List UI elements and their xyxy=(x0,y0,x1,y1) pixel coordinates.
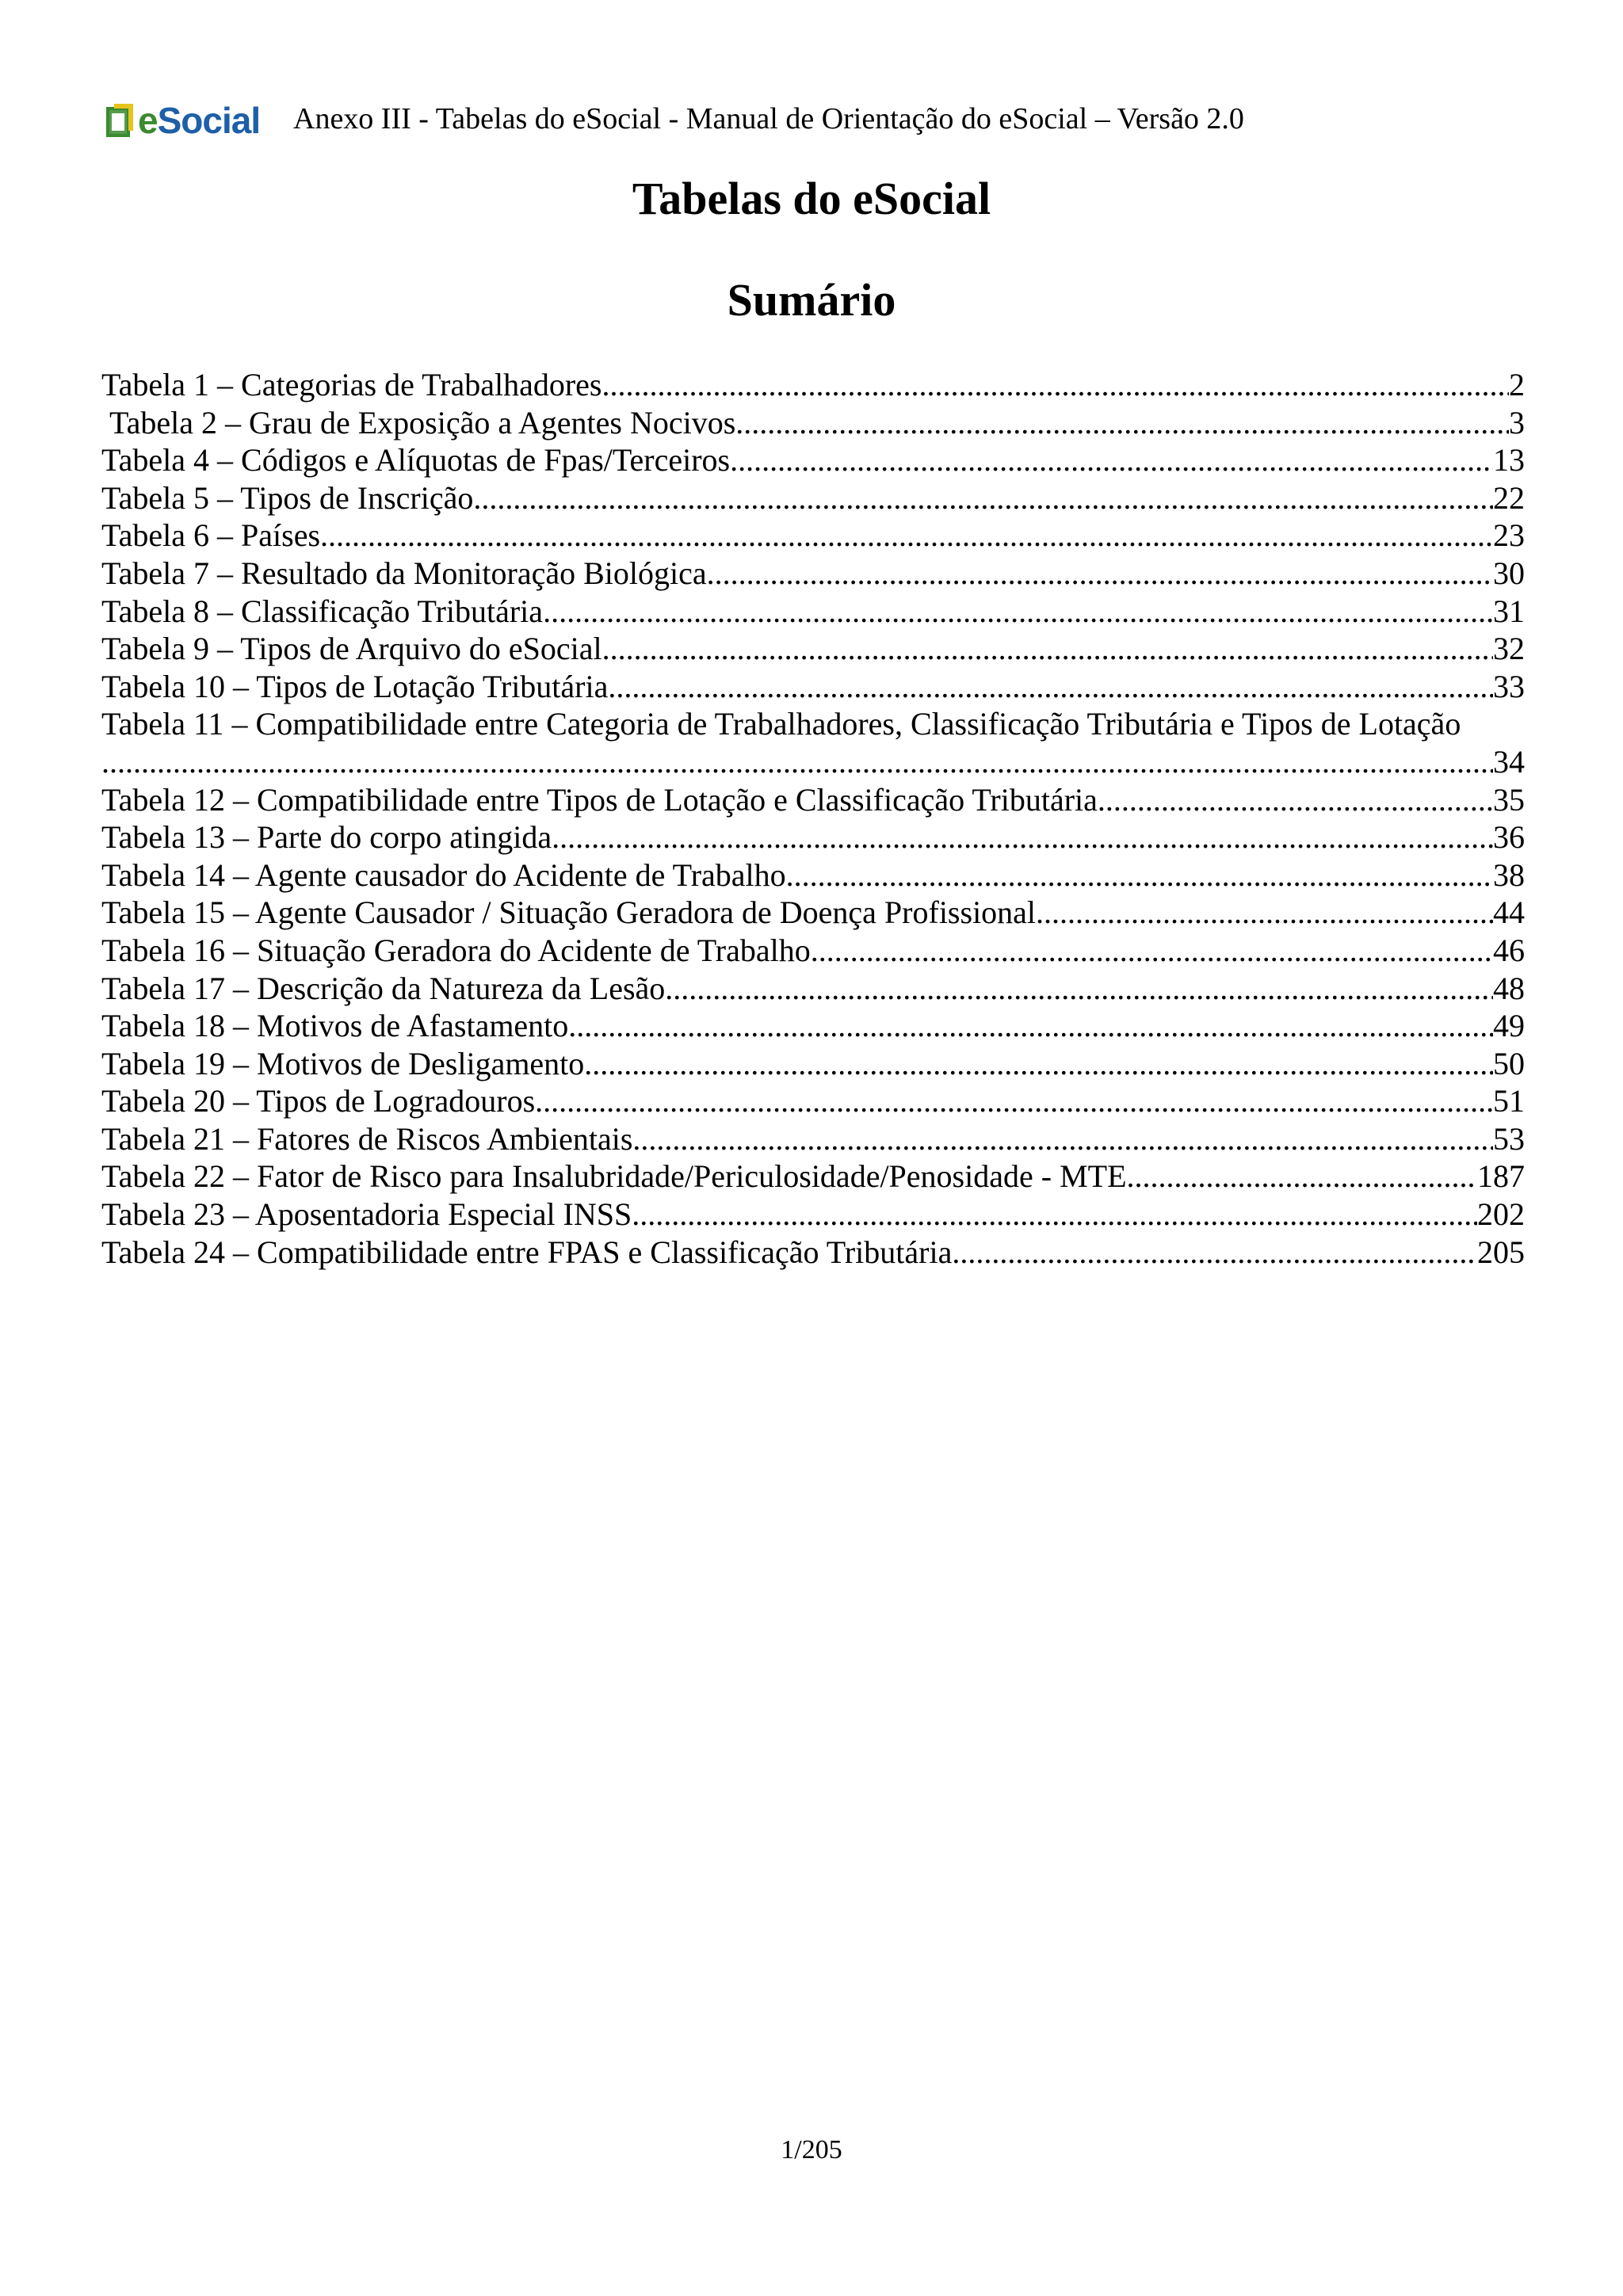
toc-entry-page: 33 xyxy=(1493,668,1525,704)
toc-entry-page: 205 xyxy=(1477,1234,1525,1270)
page-number: 1/205 xyxy=(781,2135,842,2164)
toc-dot-leader xyxy=(543,593,1493,631)
toc-entry-page: 50 xyxy=(1493,1045,1525,1081)
toc-entry-label: Tabela 5 – Tipos de Inscrição xyxy=(101,479,474,516)
toc-dot-leader xyxy=(552,818,1493,856)
toc-entry[interactable] xyxy=(101,894,1525,932)
toc-entry[interactable] xyxy=(101,366,1525,404)
toc-entry-wrapped-label[interactable] xyxy=(101,705,1525,743)
toc-entry-label: Tabela 15 – Agente Causador / Situação Geradora de Doença Profissional xyxy=(101,894,1037,931)
toc-entry-label: Tabela 6 – Países xyxy=(101,517,321,554)
toc-entry-label: Tabela 16 – Situação Geradora do Acidente de Trabalho xyxy=(101,932,811,968)
toc-dot-leader xyxy=(786,856,1493,894)
toc-entry[interactable] xyxy=(101,818,1525,856)
toc-entry-label: Tabela 18 – Motivos de Afastamento xyxy=(101,1008,569,1044)
toc-dot-leader xyxy=(632,1120,1493,1158)
toc-entry[interactable] xyxy=(101,1007,1525,1045)
toc-entry[interactable] xyxy=(101,932,1525,970)
header-text: Anexo III - Tabelas do eSocial - Manual de Orientação do eSocial – Versão 2.0 xyxy=(293,102,1244,135)
toc-dot-leader xyxy=(730,441,1493,479)
toc-entry-page: 49 xyxy=(1493,1008,1525,1044)
toc-entry-page: 36 xyxy=(1493,819,1525,856)
toc-entry-label: Tabela 20 – Tipos de Logradouros xyxy=(101,1083,536,1119)
toc-entry[interactable] xyxy=(101,479,1525,517)
toc-entry-label: Tabela 21 – Fatores de Riscos Ambientais xyxy=(101,1120,633,1157)
toc-dot-leader xyxy=(602,630,1493,668)
document-logo-icon xyxy=(106,102,135,139)
toc-entry-page: 22 xyxy=(1493,479,1525,516)
toc-entry-label: Tabela 14 – Agente causador do Acidente de Trabalho xyxy=(101,856,786,893)
toc-entry-label: Tabela 11 – Compatibilidade entre Categoria de Trabalhadores, Classificação Tributária e Tipos de Lotação xyxy=(101,706,1461,742)
esocial-logo xyxy=(106,98,260,143)
toc-entry[interactable] xyxy=(101,441,1525,479)
toc-dot-leader xyxy=(473,479,1493,517)
toc-entry[interactable] xyxy=(101,781,1525,819)
toc-dot-leader xyxy=(601,366,1509,404)
toc-entry-label: Tabela 22 – Fator de Risco para Insalubridade/Periculosidade/Penosidade - MTE xyxy=(101,1158,1127,1195)
document-title: Tabelas do eSocial xyxy=(632,173,991,224)
toc-entry-label: Tabela 12 – Compatibilidade entre Tipos de Lotação e Classificação Tributária xyxy=(101,781,1098,818)
toc-entry-page: 23 xyxy=(1493,517,1525,554)
toc-entry-page: 48 xyxy=(1493,970,1525,1006)
toc-dot-leader xyxy=(568,1007,1493,1045)
toc-entry-page: 30 xyxy=(1493,555,1525,591)
toc-entry-page: 35 xyxy=(1493,781,1525,818)
toc-entry-label: Tabela 1 – Categorias de Trabalhadores xyxy=(101,367,602,402)
toc-dot-leader xyxy=(584,1045,1493,1083)
toc-dot-leader xyxy=(952,1234,1477,1272)
toc-entry-page: 53 xyxy=(1493,1120,1525,1157)
toc-entry[interactable] xyxy=(101,970,1525,1008)
toc-dot-leader xyxy=(608,668,1493,706)
toc-entry[interactable] xyxy=(101,1158,1525,1196)
toc-dot-leader xyxy=(665,970,1493,1008)
toc-entry-label: Tabela 2 – Grau de Exposição a Agentes Nocivos xyxy=(109,404,736,441)
toc-dot-leader xyxy=(1127,1158,1478,1196)
toc-entry[interactable] xyxy=(101,1196,1525,1234)
toc-dot-leader xyxy=(632,1196,1477,1234)
toc-entry-label: Tabela 4 – Códigos e Alíquotas de Fpas/Terceiros xyxy=(101,442,731,479)
toc-dot-leader xyxy=(535,1082,1493,1120)
toc-entry-page: 187 xyxy=(1477,1158,1525,1195)
toc-entry[interactable] xyxy=(101,1082,1525,1120)
toc-entry[interactable] xyxy=(101,1120,1525,1158)
toc-entry-page: 2 xyxy=(1509,367,1525,402)
logo-wordmark: eSocial xyxy=(138,100,261,141)
toc-dot-leader xyxy=(101,743,1493,781)
toc-dot-leader xyxy=(320,517,1493,555)
toc-entry-page: 34 xyxy=(1493,743,1525,780)
header xyxy=(106,98,260,143)
toc-dot-leader xyxy=(707,555,1493,593)
toc-dot-leader xyxy=(735,404,1509,442)
toc-entry-label: Tabela 24 – Compatibilidade entre FPAS e Classificação Tributária xyxy=(101,1234,953,1270)
toc-entry-label: Tabela 13 – Parte do corpo atingida xyxy=(101,819,552,856)
toc-entry-page: 3 xyxy=(1509,404,1525,441)
toc-entry-label: Tabela 17 – Descrição da Natureza da Lesão xyxy=(101,970,666,1006)
toc-entry-label: Tabela 10 – Tipos de Lotação Tributária xyxy=(101,668,609,704)
toc-entry[interactable] xyxy=(101,630,1525,668)
toc-dot-leader xyxy=(1036,894,1493,932)
toc-entry-page: 44 xyxy=(1493,894,1525,931)
toc-entry-page: 202 xyxy=(1477,1196,1525,1233)
toc-entry[interactable] xyxy=(101,668,1525,706)
toc-entry-wrapped-page[interactable] xyxy=(101,743,1525,781)
toc-entry[interactable] xyxy=(101,856,1525,894)
toc-entry[interactable] xyxy=(101,593,1525,631)
toc-entry-page: 46 xyxy=(1493,932,1525,968)
table-of-contents xyxy=(101,366,1525,1271)
toc-entry-label: Tabela 7 – Resultado da Monitoração Biológica xyxy=(101,555,707,591)
toc-entry[interactable] xyxy=(101,1045,1525,1083)
toc-entry-page: 32 xyxy=(1493,631,1525,667)
toc-entry[interactable] xyxy=(101,1234,1525,1272)
toc-entry-page: 13 xyxy=(1493,442,1525,479)
toc-entry[interactable] xyxy=(101,404,1525,442)
toc-entry-label: Tabela 23 – Aposentadoria Especial INSS xyxy=(101,1196,632,1233)
toc-dot-leader xyxy=(1098,781,1493,819)
toc-entry-label: Tabela 9 – Tipos de Arquivo do eSocial xyxy=(101,631,602,667)
toc-entry[interactable] xyxy=(101,517,1525,555)
toc-entry-page: 38 xyxy=(1493,856,1525,893)
toc-heading: Sumário xyxy=(727,274,896,326)
toc-entry-page: 31 xyxy=(1493,593,1525,629)
toc-dot-leader xyxy=(811,932,1493,970)
toc-entry[interactable] xyxy=(101,555,1525,593)
toc-entry-label: Tabela 8 – Classificação Tributária xyxy=(101,593,544,629)
toc-entry-label: Tabela 19 – Motivos de Desligamento xyxy=(101,1045,585,1081)
toc-entry-page: 51 xyxy=(1493,1083,1525,1119)
